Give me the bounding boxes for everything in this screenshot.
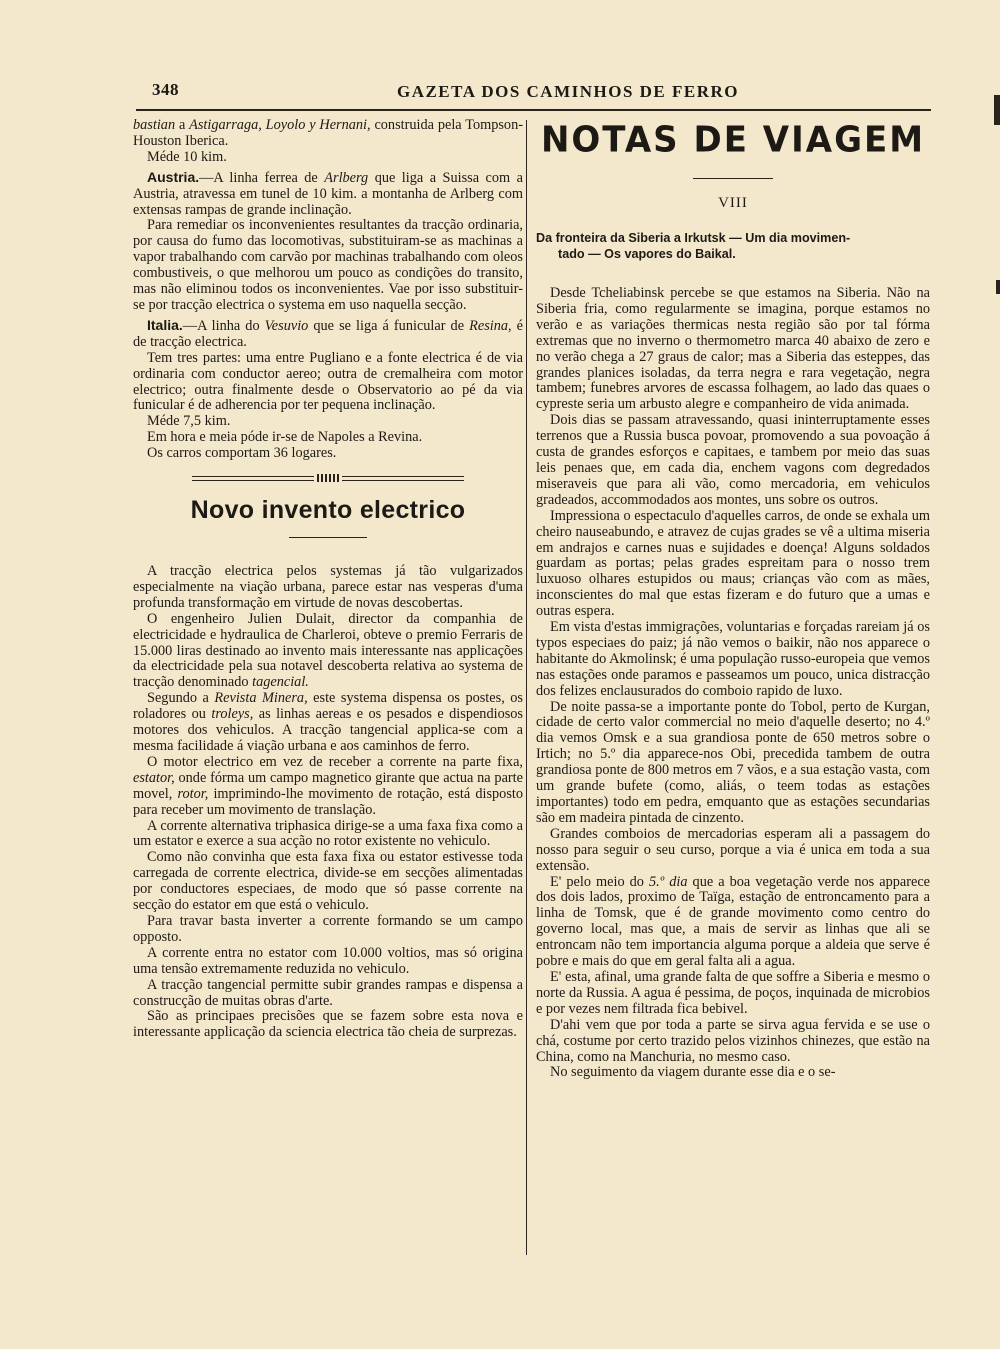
paragraph: Méde 7,5 kim.: [147, 413, 231, 430]
italic-text: tagencial.: [252, 674, 309, 691]
paragraph: Para travar basta inverter a corrente formando se um campo opposto.: [133, 912, 523, 945]
page-header: [136, 80, 930, 106]
ornament-divider: [133, 474, 523, 482]
paragraph-austria: [133, 170, 523, 219]
text: que se liga á funicular de: [308, 317, 470, 334]
italic-text: estator,: [133, 769, 175, 786]
paragraph: Em vista d'estas immigrações, voluntarias e forçadas rareiam já os typos especiaes do paiz; já não vemos o baikir, não nos apparece o habitante do Akmolinsk; é uma população russo-europeia que vemos nas estações onde paramos e passeamos um pouco, unica distracção dos felizes enclausurados do comboio rapido de luxo.: [536, 619, 930, 699]
paragraph: No seguimento da viagem durante esse dia e o se-: [550, 1064, 836, 1081]
paragraph: São as principaes precisões que se fazem sobre esta nova e interessante applicação da sciencia electrica tão cheia de surprezas.: [133, 1008, 523, 1041]
italic-text: troleys,: [211, 706, 254, 723]
text: que a boa vegetação verde nos apparece dos dois lados, proximo de Taïga, estação de entroncamento para a linha de Tomsk, que é de grande movimento como centro do governo local, mas que, a mais de servir as linhas que ali se entroncam não tem importancia alguma porque a aldeia que serve é pobre e mais do que em geral falta ali a agua.: [536, 873, 931, 970]
right-column: [536, 118, 930, 1081]
text: O engenheiro Julien Dulait, director da companhia de electricidade e hydraulica de Charleroi, obteve o premio Ferraris de 15.000 liras destinado ao invento mais interessante nas applicações da electricidade pela sua notavel descoberta relativa ao systema de tracção denominado: [133, 610, 523, 691]
paragraph: A tracção tangencial permitte subir grandes rampas e dispensa a construcção de muitas obras d'arte.: [133, 976, 523, 1009]
subtitle-line: Da fronteira da Siberia a Irkutsk — Um dia movimen-: [536, 231, 851, 245]
page-number: 348: [152, 80, 179, 99]
text: O motor electrico em vez de receber a corrente na parte fixa,: [147, 753, 523, 770]
paragraph: Para remediar os inconvenientes resultantes da tracção ordinaria, por causa do fumo das locomotivas, substituiram-se as machinas a vapor trabalhando com carvão por machinas trabalhando com oleos combustiveis, o que melhorou um pouco as condições do transito, mas não eliminou todos os inconvenientes. Vae por isso substituir-se por tracção electrica o systema em uso naquella secção.: [133, 217, 523, 313]
paragraph: [536, 875, 930, 970]
subtitle-line: tado — Os vapores do Baikal.: [558, 247, 736, 261]
running-title: GAZETA DOS CAMINHOS DE FERRO: [396, 82, 740, 101]
text: E' pelo meio do: [550, 873, 650, 890]
paragraph: Como não convinha que esta faxa fixa ou estator estivesse toda carregada de corrente electrica, divide-se em secções alimentadas por conductores especiaes, de modo que só passe corrente na secção do estator em que está o vehiculo.: [133, 849, 523, 914]
section-label: Italia.: [147, 316, 183, 333]
paragraph: [133, 691, 523, 755]
text: onde fórma um campo magnetico girante que actua na parte movel,: [133, 769, 523, 802]
text: a: [175, 117, 190, 133]
paragraph: A corrente alternativa triphasica dirige-se a uma faxa fixa como a um estator e exerce a sua acção no rotor existente no vehiculo.: [133, 817, 523, 850]
paragraph: Desde Tcheliabinsk percebe se que estamos na Siberia. Não na Siberia fria, como regularmente se imagina, porque estamos no verão e as variações thermicas nesta região são por tal fórma extremas que no inverno o thermometro marca 40 abaixo de zero e no verão chega a 27 graus de calor; mas a Siberia das esteppes, das grandes planices isoladas, da terra negra e rara vegetação, negra tambem; funebres arvores de escassa folhagem, ao lado das quaes o cypreste seria um arbusto alegre e companheiro de vida animada.: [536, 285, 930, 413]
article-title: Novo invento electrico: [190, 496, 466, 525]
scan-edge-mark: [994, 95, 1000, 125]
paragraph: A corrente entra no estator com 10.000 voltios, mas só origina uma tensão extremamente reduzida no vehiculo.: [133, 944, 523, 977]
paragraph: Tem tres partes: uma entre Pugliano e a fonte electrica é de via ordinaria com conductor aereo; outra de cremalheira com motor electrico; outra finalmente desde o Observatorio ao pé da via funicular é de adherencia por ter pequena inclinação.: [133, 349, 523, 414]
chapter-number: VIII: [718, 195, 748, 211]
paragraph: Dois dias se passam atravessando, quasi ininterruptamente esses terrenos que a Russia busca povoar, promovendo a sua povoação á custa de grandes esforços e capitaes, e tambem por meio das suas leis penaes que, em cada dia, enchem vagons com degredados miseraveis que para ali vão, como mercadoria, em vehiculos gradeados, accommodados aos montes, uns sobre os outros.: [536, 412, 930, 508]
article-subtitle: [536, 230, 930, 262]
text: imprimindo-lhe movimento de rotação, está disposto para receber um movimento de translação.: [133, 785, 523, 818]
paragraph: [133, 755, 523, 819]
text: as linhas aereas e os pesados e dispendiosos motores dos vehiculos. A tracção tangencial applica-se com a mesma facilidade á viação urbana e aos caminhos de ferro.: [133, 706, 524, 754]
text: que liga a Suissa com a Austria, atravessa em tunel de 10 kim. a montanha de Arlberg com extensas rampas de grande inclinação.: [133, 169, 523, 218]
italic-text: bastian: [133, 117, 176, 133]
header-rule: [136, 109, 931, 111]
paragraph: Grandes comboios de mercadorias esperam ali a passagem do nosso para seguir o seu curso, porque a via é unica em toda a sua extensão.: [536, 825, 930, 874]
paragraph: E' esta, afinal, uma grande falta de que soffre a Siberia e mesmo o norte da Russia. A agua é pessima, de poços, inquinada de microbios e por vezes nem filtrada fica bebivel.: [536, 968, 930, 1017]
section-label: Austria.: [147, 168, 200, 185]
paragraph: Méde 10 kim.: [147, 148, 227, 165]
italic-text: Vesuvio: [264, 317, 309, 334]
paragraph: Em hora e meia póde ir-se de Napoles a Revina.: [147, 429, 423, 446]
title-rule: [289, 537, 367, 538]
italic-text: Resina: [469, 317, 509, 334]
italic-text: Arlberg: [324, 169, 369, 186]
italic-text: Revista Minera,: [214, 690, 308, 707]
article-title: NOTAS DE VIAGEM: [540, 119, 926, 161]
text: , é de tracção electrica.: [133, 317, 523, 350]
paragraph: Impressiona o espectaculo d'aquelles carros, de onde se exhala um cheiro nauseabundo, e atravez de cujas grades se vê a ultima miseria em andrajos e carnes nuas e sujidades e doença! Alguns soldados guardam as portas; pelas grades espreitam para o nosso trem luxuoso olhares estupidos ou maus; crianças vão com as mães, inconscientes do mal que estas fizeram e do futuro que a umas e outras espera.: [536, 507, 930, 620]
paragraph: A tracção electrica pelos systemas já tão vulgarizados especialmente na viação urbana, parece estar nas vesperas d'uma profunda transformação em virtude de novas descobertas.: [133, 563, 523, 611]
text: —A linha ferrea de: [199, 169, 325, 186]
paragraph: D'ahi vem que por toda a parte se sirva agua fervida e se use o chá, costume por certo trazido pelos vizinhos chinezes, que estão na China, como na Manchuria, no mesmo caso.: [536, 1016, 930, 1065]
left-column: [133, 118, 523, 1041]
italic-text: Astigarraga, Loyolo y Hernani,: [189, 117, 371, 133]
paragraph: Os carros comportam 36 logares.: [147, 445, 337, 462]
paragraph-italia: [133, 318, 523, 351]
text: —A linha do: [182, 317, 265, 334]
column-divider: [526, 120, 527, 1255]
text: este systema dispensa os postes, os roladores ou: [133, 690, 523, 723]
italic-text: 5.º dia: [649, 873, 688, 890]
paragraph: [133, 612, 523, 692]
italic-text: rotor,: [177, 785, 209, 802]
title-rule: [693, 178, 773, 179]
paragraph: [133, 118, 523, 150]
scan-edge-mark: [996, 280, 1000, 294]
text: Segundo a: [147, 690, 215, 707]
text: construida pela Tompson-Houston Iberica.: [133, 117, 523, 149]
paragraph: De noite passa-se a importante ponte do Tobol, perto de Kurgan, cidade de certo valor commercial no meio d'aquelle deserto; no 4.º dia vemos Omsk e a sua grandiosa ponte de 650 metros sobre o Irtich; no 5.º dia apparece-nos Obi, precedida tambem de outra grandiosa ponte de 800 metros em 7 vãos, e a sua estação vasta, com um grande bufete (como, aliás, o teem todas as estações importantes) todo em pedra, emquanto que as estações secundarias são em madeira pintada de cinzento.: [536, 698, 930, 826]
